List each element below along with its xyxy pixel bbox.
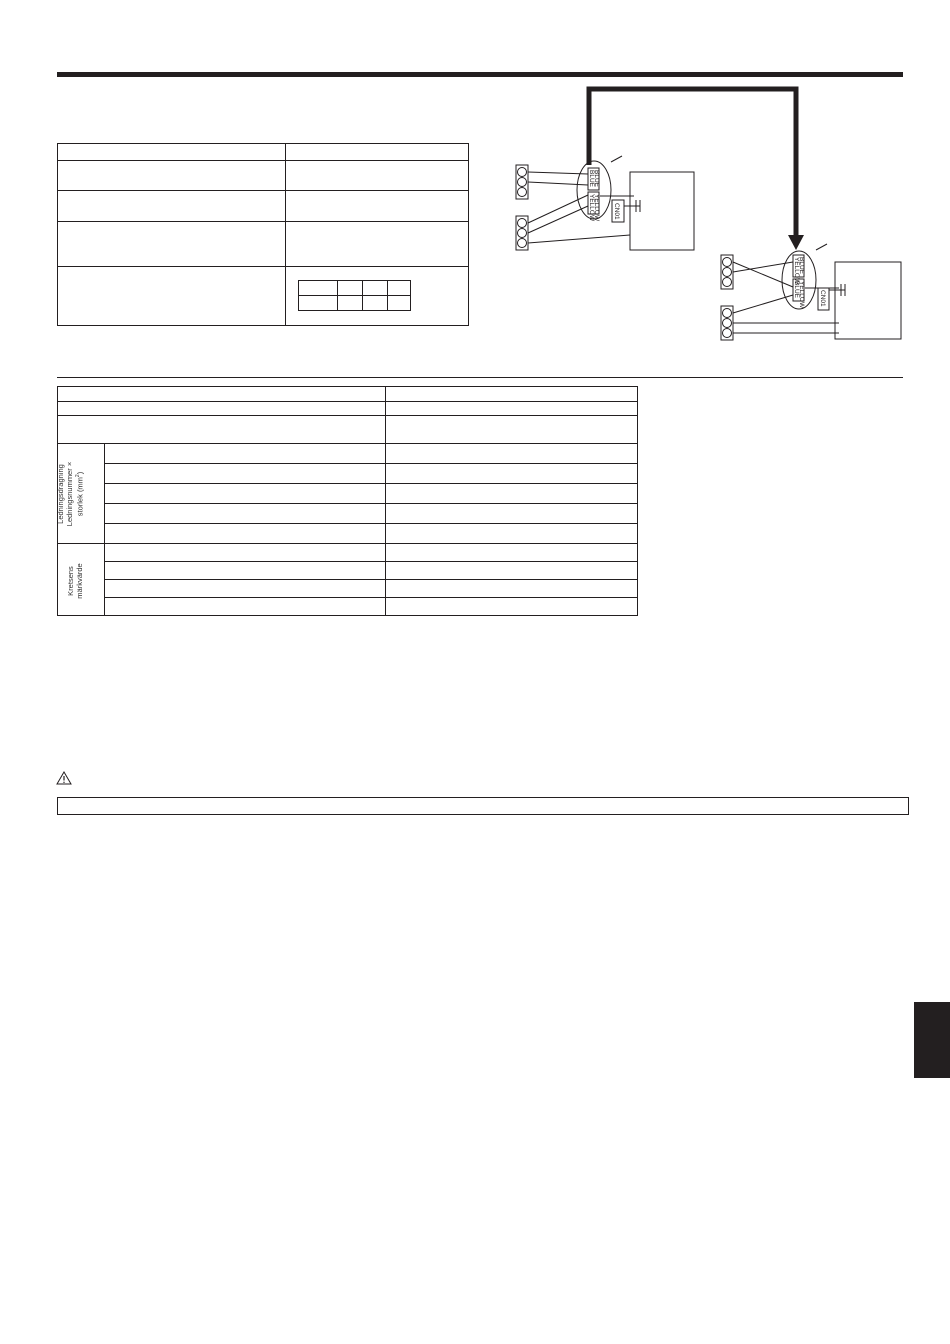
table-row [58, 444, 638, 464]
table-row [58, 402, 638, 416]
wiring-table [57, 386, 638, 616]
terminal-label: BLUE [793, 281, 800, 298]
terminal-label: BLUE [593, 170, 600, 187]
terminal-label: YELLOW [793, 257, 800, 285]
table-row [58, 144, 469, 161]
terminal-label: YELLOW [798, 281, 805, 309]
table-row [58, 222, 469, 267]
table-row [58, 484, 638, 504]
table-row [58, 562, 638, 580]
connection-arrow [580, 85, 810, 255]
table-row [58, 161, 469, 191]
terminal-label: YELLOW [593, 194, 600, 222]
table-row [58, 267, 469, 326]
table-row [58, 191, 469, 222]
table-row [58, 464, 638, 484]
inner-table [298, 280, 411, 311]
connector-label: CN01 [613, 203, 620, 220]
terminal-label: YELLOW [588, 194, 595, 222]
wire-spec-label: Ledningsdragning Ledningsnummer × storlek $(mm^2)$ [56, 461, 85, 527]
terminal-label: BLUE [798, 257, 805, 274]
header-rule [57, 72, 903, 77]
circuit-rating-label: Kretsens märkvärde [66, 563, 84, 599]
table-row [58, 524, 638, 544]
connector-label: CN01 [819, 290, 826, 307]
table-row [58, 504, 638, 524]
table-row [58, 387, 638, 402]
spec-table [57, 143, 469, 326]
warning-box [57, 797, 909, 815]
table-row [58, 598, 638, 616]
wiring-diagram-unit-b [715, 240, 905, 345]
table-row [58, 544, 638, 562]
terminal-label: BLUE [588, 170, 595, 187]
language-tab [914, 1002, 950, 1078]
section-divider [57, 377, 903, 378]
warning-triangle-icon [56, 771, 72, 785]
table-row [58, 580, 638, 598]
table-row [58, 416, 638, 444]
